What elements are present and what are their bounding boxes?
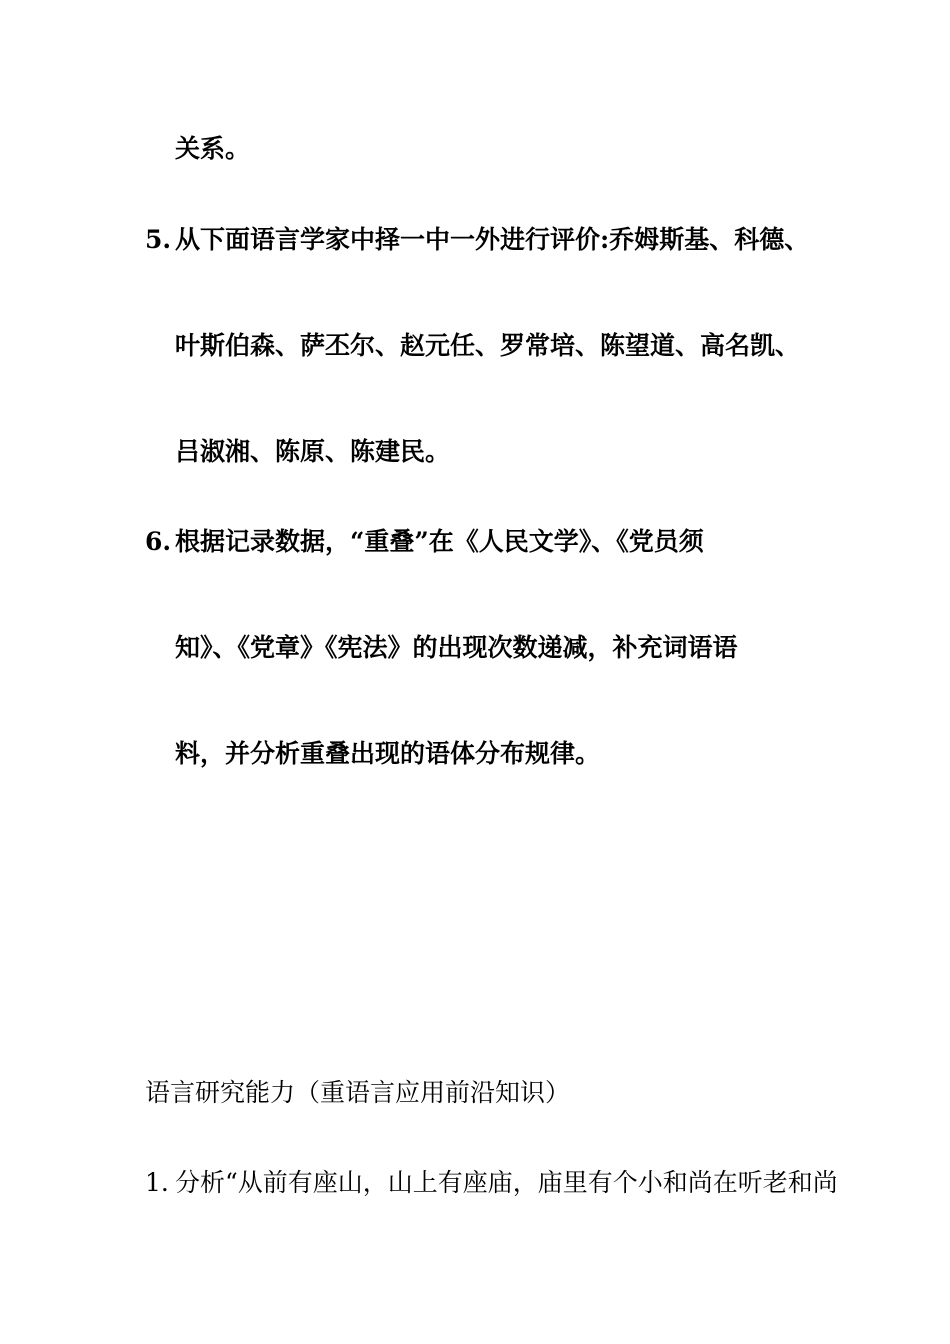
section-heading: 语言研究能力（重语言应用前沿知识） (145, 1078, 571, 1107)
item-5-text-1: 从下面语言学家中择一中一外进行评价:乔姆斯基、科德、 (175, 225, 810, 254)
section-item-1-text: 分析“从前有座山，山上有座庙，庙里有个小和尚在听老和尚 (175, 1168, 838, 1197)
item-6-text-1: 根据记录数据，“重叠”在《人民文学》、《党员须 (175, 527, 704, 556)
item-6-line-3: 料，并分析重叠出现的语体分布规律。 (175, 739, 601, 768)
item-5-line-1 (145, 224, 809, 256)
item-6-line-2: 知》、《党章》《宪法》的出现次数递减，补充词语语 (175, 633, 738, 662)
section-item-1-number: 1. (145, 1168, 169, 1197)
item-5-line-3: 吕淑湘、陈原、陈建民。 (175, 437, 451, 466)
section-item-1-line (145, 1167, 838, 1199)
item-5-number: 5. (145, 225, 172, 254)
continued-text-line: 关系。 (175, 134, 251, 163)
item-5-line-2: 叶斯伯森、萨丕尔、赵元任、罗常培、陈望道、高名凯、 (175, 331, 801, 360)
item-6-number: 6. (145, 527, 172, 556)
item-6-line-1 (145, 526, 704, 558)
